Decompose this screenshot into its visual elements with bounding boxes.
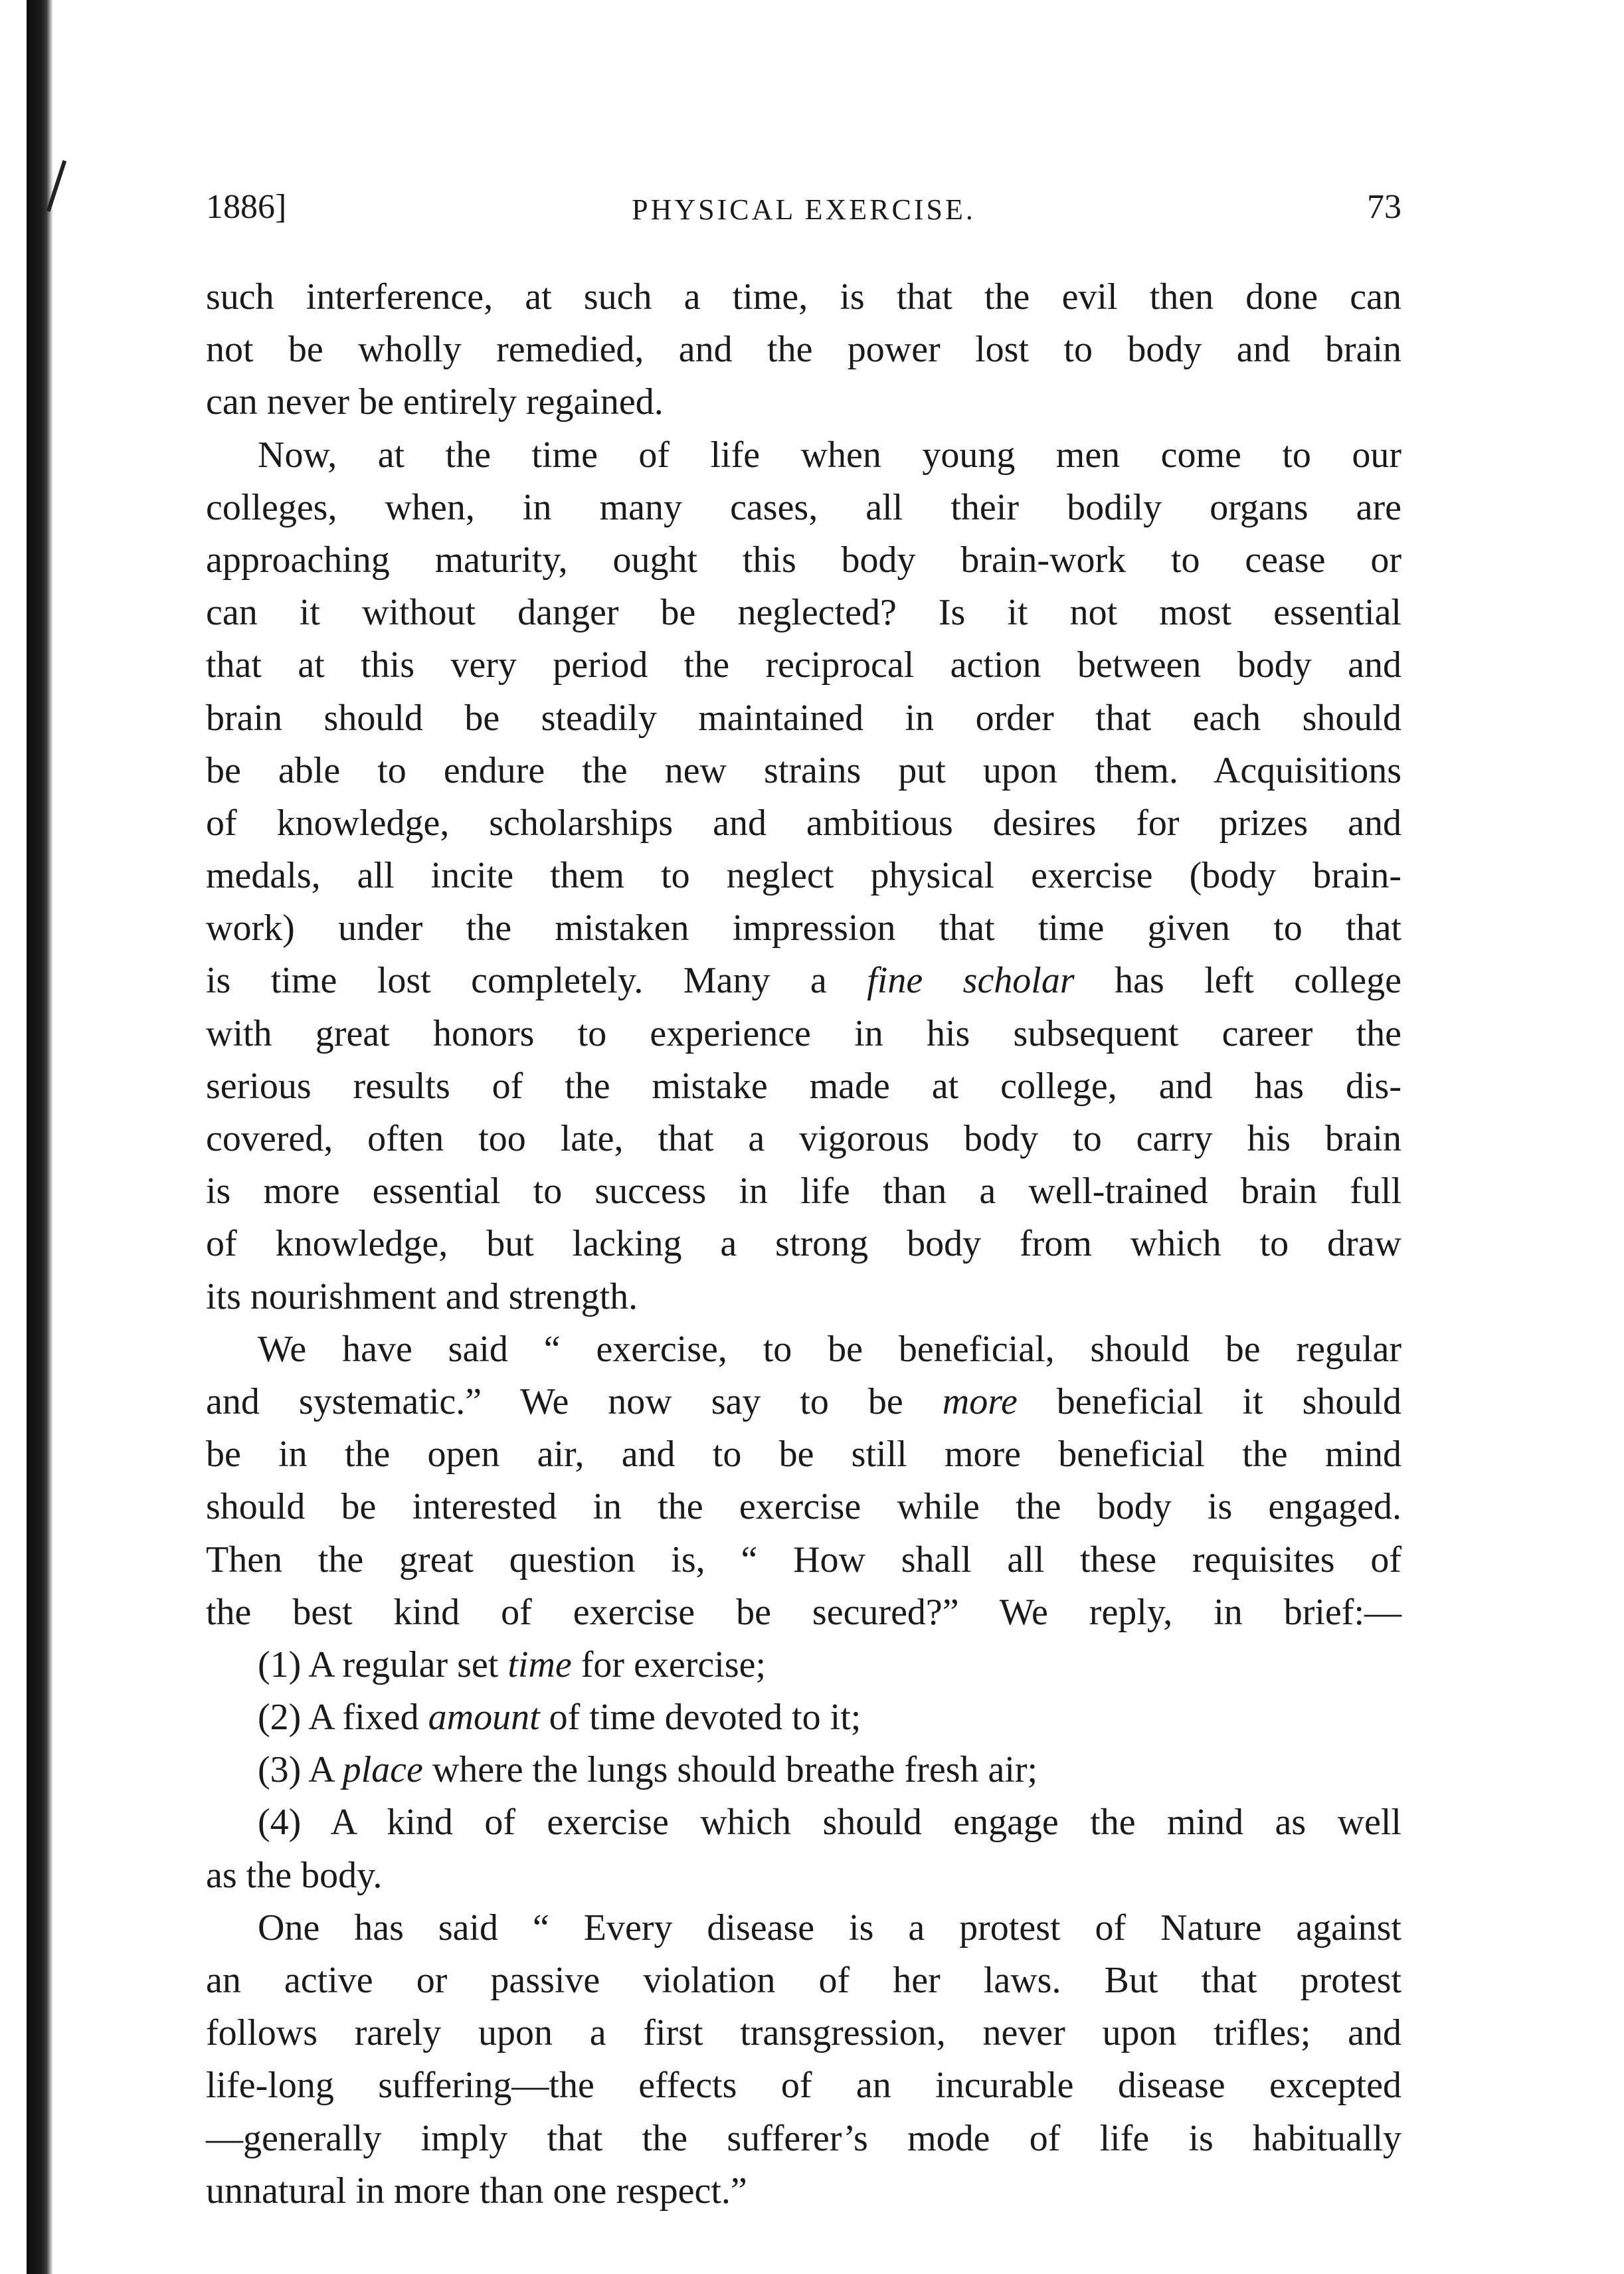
text-line: can it without danger be neglected? Is it not most essential (206, 592, 1401, 634)
text-run: has left college (1074, 960, 1401, 1002)
text-run: (1) A regular set (258, 1644, 508, 1685)
text-line: covered, often too late, that a vigorous body to carry his brain (206, 1118, 1401, 1159)
italic-phrase: fine scholar (867, 960, 1075, 1002)
text-line: is more essential to success in life than a well-trained brain full (206, 1171, 1401, 1212)
text-line: brain should be steadily maintained in order that each should (206, 697, 1401, 739)
italic-phrase: more (942, 1380, 1018, 1422)
text-line: be in the open air, and to be still more beneficial the mind (206, 1434, 1401, 1475)
text-run: where the lungs should breathe fresh air; (422, 1749, 1038, 1791)
text-line: the best kind of exercise be secured?” We reply, in brief:— (206, 1591, 1401, 1633)
text-line: medals, all incite them to neglect physical exercise (body brain- (206, 855, 1401, 897)
text-line: follows rarely upon a first transgression, never upon trifles; and (206, 2012, 1401, 2054)
text-line: that at this very period the reciprocal action between body and (206, 644, 1401, 686)
text-run: for exercise; (571, 1644, 767, 1685)
running-head (206, 187, 1401, 240)
text-line: Then the great question is, “ How shall all these requisites of (206, 1539, 1401, 1580)
text-line: should be interested in the exercise while the body is engaged. (206, 1486, 1401, 1528)
text-line: as the body. (206, 1854, 383, 1896)
text-line: We have said “ exercise, to be beneficial, should be regular (258, 1328, 1401, 1370)
text-line (206, 1376, 1401, 1428)
list-item (206, 1744, 1401, 1796)
list-item: (4) A kind of exercise which should engage the mind as well (258, 1802, 1401, 1844)
text-line: unnatural in more than one respect.” (206, 2170, 747, 2212)
italic-phrase: amount (428, 1697, 540, 1739)
header-title: PHYSICAL EXERCISE. (632, 193, 976, 226)
text-line: such interference, at such a time, is that the evil then done can (206, 276, 1401, 318)
header-year: 1886] (206, 188, 287, 226)
text-run: (2) A fixed (258, 1697, 428, 1739)
text-run: is time lost completely. Many a (206, 960, 867, 1002)
text-run: of time devoted to it; (539, 1697, 861, 1739)
text-line: of knowledge, but lacking a strong body from which to draw (206, 1223, 1401, 1265)
text-run: and systematic.” We now say to be (206, 1380, 943, 1422)
text-line: be able to endure the new strains put upon them. Acquisitions (206, 749, 1401, 791)
italic-phrase: place (342, 1749, 423, 1791)
text-line: an active or passive violation of her laws. But that protest (206, 1960, 1401, 2001)
page-number: 73 (1367, 188, 1401, 226)
text-line: approaching maturity, ought this body brain-work to cease or (206, 539, 1401, 581)
book-page (206, 0, 1401, 2274)
text-line: colleges, when, in many cases, all their bodily organs are (206, 486, 1401, 528)
text-line: with great honors to experience in his subsequent career the (206, 1012, 1401, 1054)
text-line: its nourishment and strength. (206, 1276, 638, 1317)
text-line: can never be entirely regained. (206, 381, 664, 423)
text-line: not be wholly remedied, and the power lost to body and brain (206, 329, 1401, 371)
body-text (206, 271, 1401, 2218)
list-item (206, 1691, 1401, 1744)
text-line: of knowledge, scholarships and ambitious desires for prizes and (206, 802, 1401, 844)
text-line: Now, at the time of life when young men come to our (258, 434, 1401, 476)
text-line (206, 955, 1401, 1007)
text-line: serious results of the mistake made at college, and has dis- (206, 1065, 1401, 1107)
text-line: work) under the mistaken impression that time given to that (206, 907, 1401, 949)
text-run: (3) A (258, 1749, 343, 1791)
text-line: life-long suffering—the effects of an incurable disease excepted (206, 2065, 1401, 2107)
text-line: —generally imply that the sufferer’s mode of life is habitually (206, 2117, 1401, 2159)
list-item (206, 1639, 1401, 1691)
italic-phrase: time (507, 1644, 572, 1685)
text-line: One has said “ Every disease is a protest of Nature against (258, 1907, 1401, 1948)
scan-binding-edge (27, 0, 53, 2274)
text-run: beneficial it should (1017, 1380, 1401, 1422)
